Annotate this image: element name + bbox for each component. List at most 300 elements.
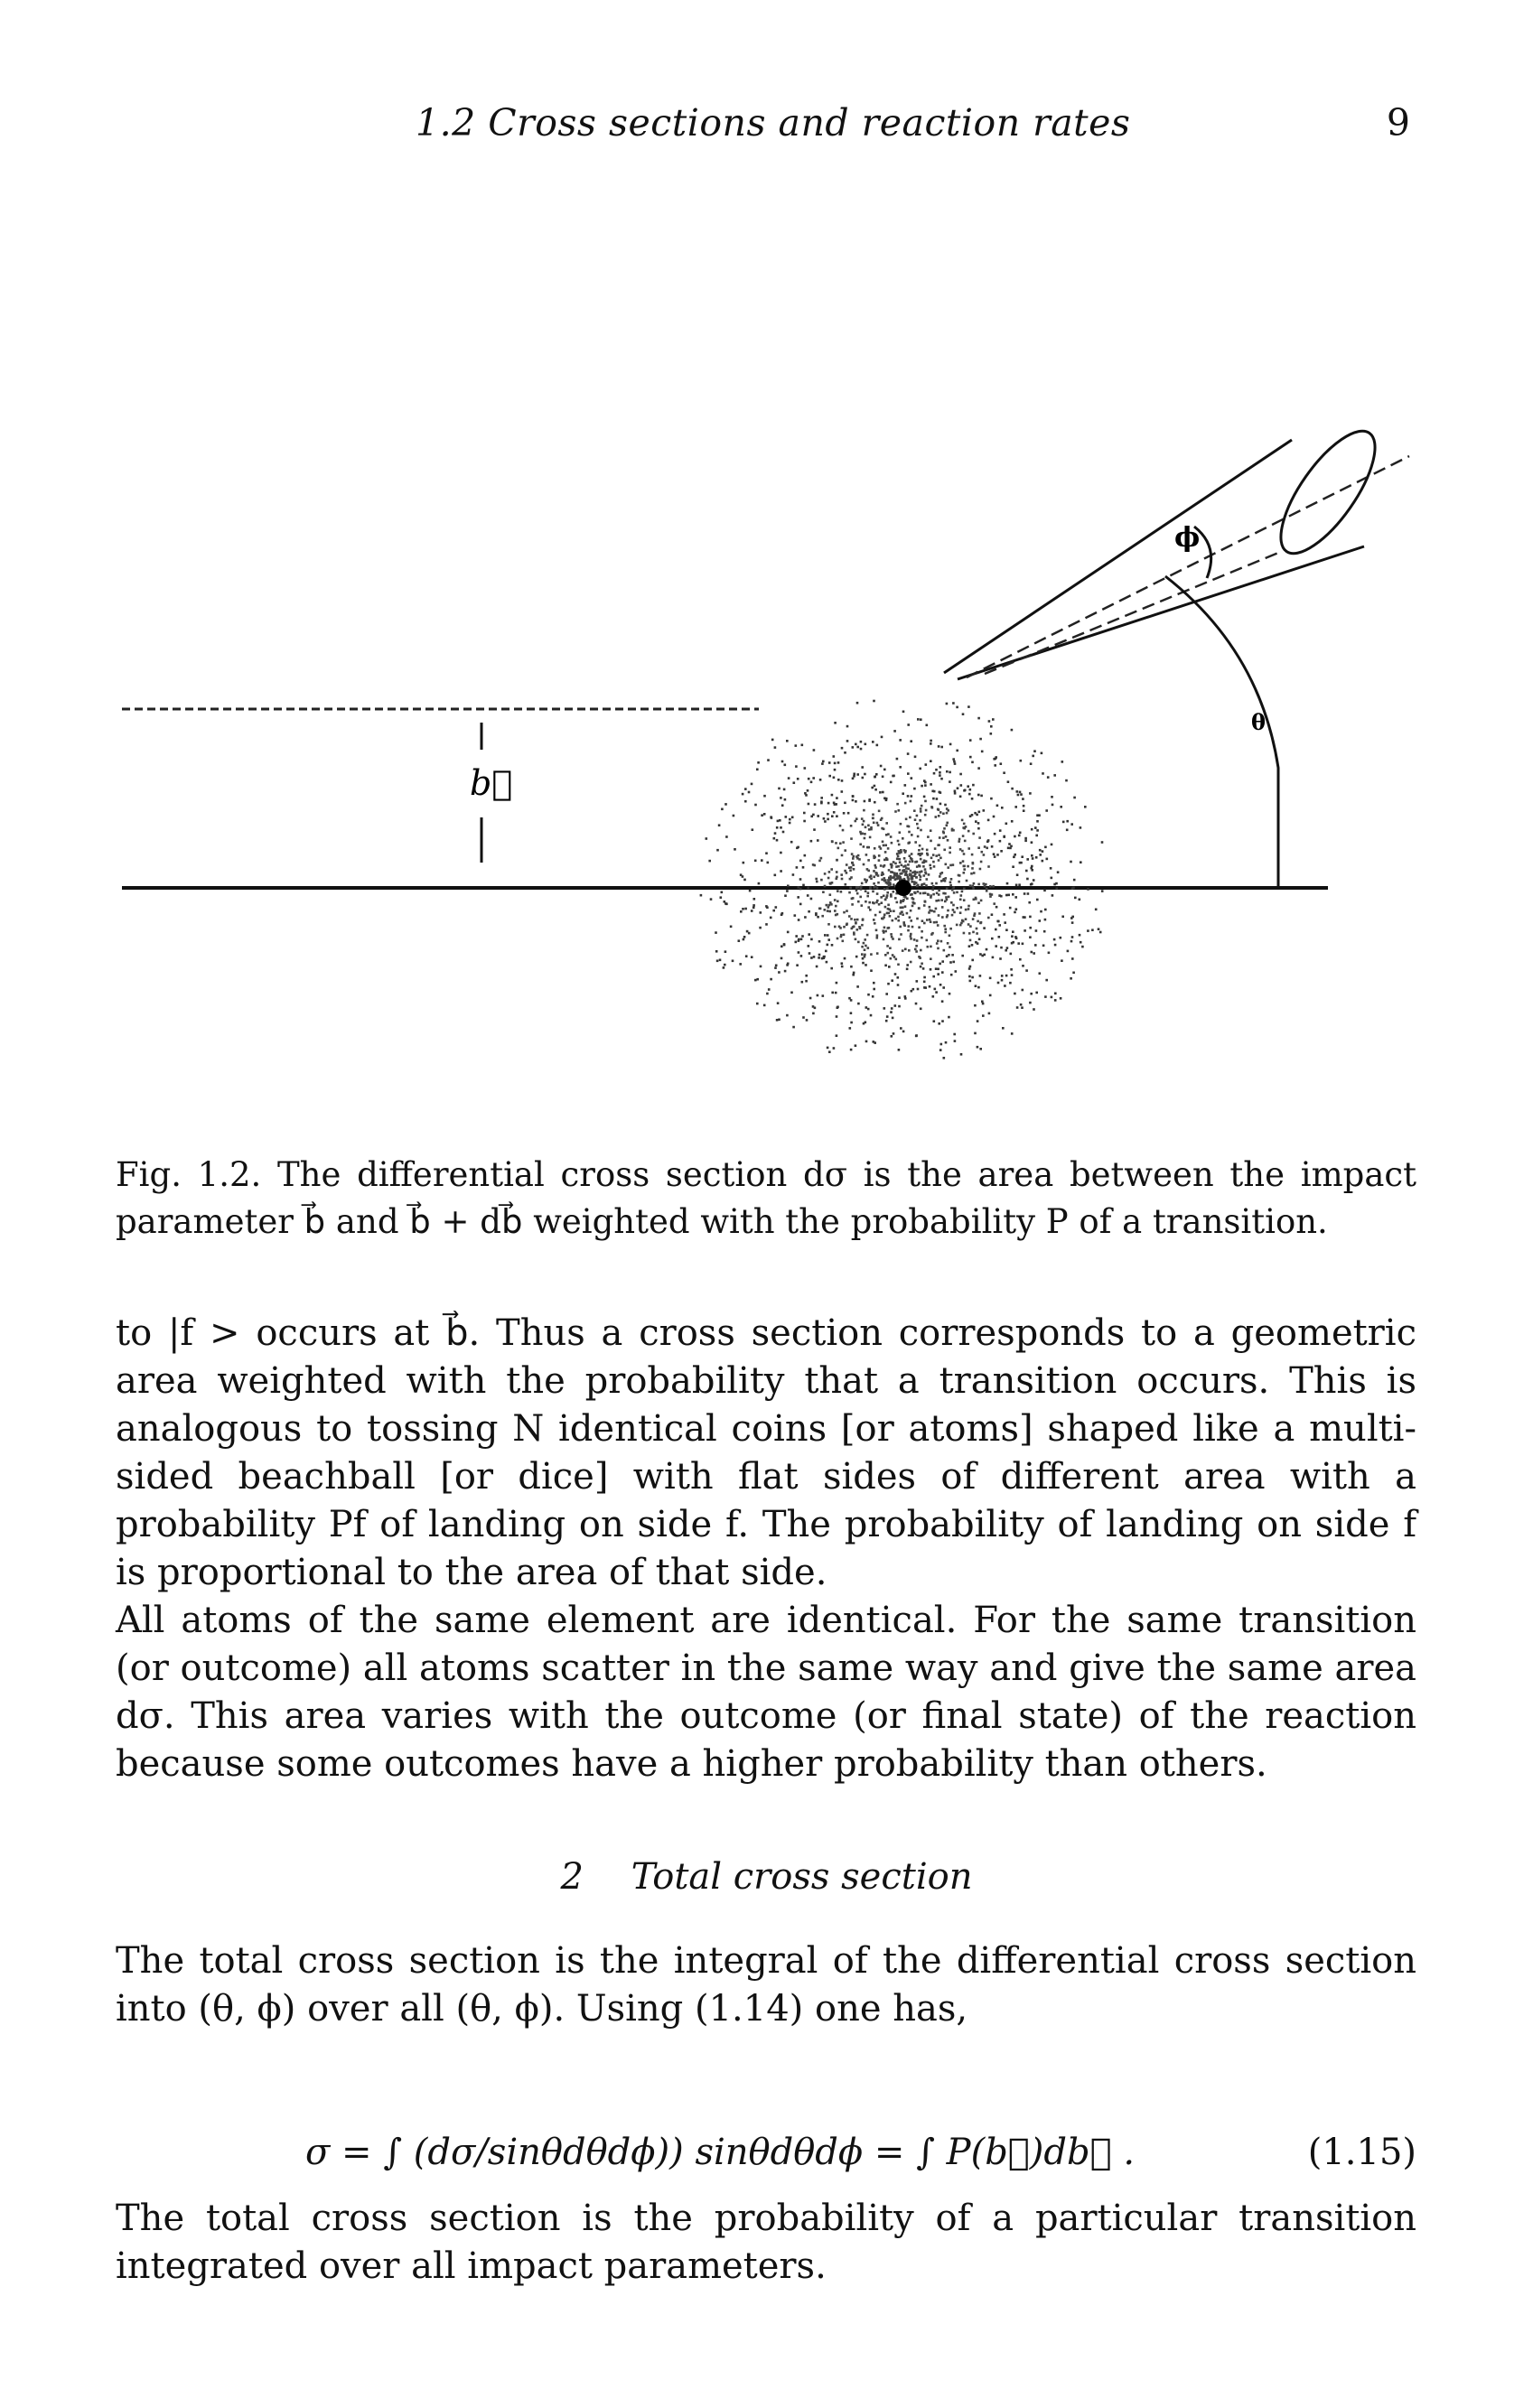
cloud-dot xyxy=(983,927,986,929)
cloud-dot xyxy=(979,922,982,925)
cloud-dot xyxy=(987,865,990,868)
cloud-dot xyxy=(752,904,755,907)
cloud-dot xyxy=(923,861,926,863)
cloud-dot xyxy=(915,945,918,947)
cloud-dot xyxy=(1016,790,1019,793)
cloud-dot xyxy=(896,878,899,881)
cloud-dot xyxy=(979,953,982,956)
cloud-dot xyxy=(977,827,980,830)
cloud-dot xyxy=(861,924,864,927)
cloud-dot xyxy=(1034,826,1037,829)
cloud-dot xyxy=(864,954,866,957)
cloud-dot xyxy=(855,817,858,820)
cloud-dot xyxy=(902,837,904,840)
cloud-dot xyxy=(1023,809,1025,812)
cloud-dot xyxy=(1033,879,1035,882)
cloud-dot xyxy=(775,906,778,909)
cloud-dot xyxy=(855,938,857,941)
cloud-dot xyxy=(861,953,864,956)
cloud-dot xyxy=(941,1000,944,1003)
cloud-dot xyxy=(872,814,874,817)
cloud-dot xyxy=(929,864,931,867)
section-number: 2 xyxy=(560,1856,584,1898)
cloud-dot xyxy=(777,820,780,823)
cloud-dot xyxy=(897,919,900,922)
cloud-dot xyxy=(1053,883,1056,886)
cloud-dot xyxy=(828,904,831,907)
cloud-dot xyxy=(1024,837,1027,840)
cloud-dot xyxy=(941,872,944,874)
cloud-dot xyxy=(1031,854,1033,857)
cloud-dot xyxy=(890,957,893,960)
cloud-dot xyxy=(944,928,947,930)
cloud-dot xyxy=(781,804,784,807)
cloud-dot xyxy=(1014,835,1016,838)
cloud-dot xyxy=(897,840,900,843)
figure-caption: Fig. 1.2. The differential cross section dσ is the area between the impact parameter b⃗ and b⃗ + db⃗ weighted with the probability P of a transition. xyxy=(116,1155,1416,1241)
cloud-dot xyxy=(939,963,941,966)
cloud-dot xyxy=(1035,929,1038,932)
cloud-dot xyxy=(910,870,912,873)
cloud-dot xyxy=(914,948,917,951)
cloud-dot xyxy=(799,888,802,891)
cloud-dot xyxy=(910,919,912,922)
cloud-dot xyxy=(763,813,766,816)
cloud-dot xyxy=(958,881,960,883)
cloud-dot xyxy=(900,1027,902,1030)
cloud-dot xyxy=(932,854,935,856)
cloud-dot xyxy=(754,860,757,863)
cloud-dot xyxy=(758,882,761,885)
cloud-dot xyxy=(920,807,922,810)
cloud-dot xyxy=(807,887,809,890)
cloud-dot xyxy=(852,778,855,780)
cloud-dot xyxy=(978,938,981,941)
cloud-dot xyxy=(860,741,863,743)
cloud-dot xyxy=(891,864,893,867)
equation-expression: σ = ∫ (dσ/sinθdθdϕ)) sinθdθdϕ = ∫ P(b⃗)db⃗ . xyxy=(305,2132,1136,2173)
cloud-dot xyxy=(817,916,819,919)
cloud-dot xyxy=(820,879,823,882)
cloud-dot xyxy=(930,910,933,912)
cloud-dot xyxy=(785,816,788,818)
cloud-dot xyxy=(861,766,864,769)
cloud-dot xyxy=(851,898,854,901)
cloud-dot xyxy=(818,860,821,863)
cloud-dot xyxy=(857,901,860,903)
cloud-dot xyxy=(841,747,844,750)
cloud-dot xyxy=(856,919,859,921)
cloud-dot xyxy=(884,930,887,933)
cloud-dot xyxy=(897,916,900,919)
cloud-dot xyxy=(946,770,949,773)
cloud-dot xyxy=(810,898,813,901)
cloud-dot xyxy=(930,829,932,832)
cloud-dot xyxy=(857,1003,860,1005)
cloud-dot xyxy=(865,1022,867,1024)
cloud-dot xyxy=(910,933,912,936)
cloud-dot xyxy=(1042,772,1044,775)
cloud-dot xyxy=(898,844,901,846)
cloud-dot xyxy=(932,995,935,998)
cloud-dot xyxy=(894,810,897,813)
cloud-dot xyxy=(861,882,864,885)
cloud-dot xyxy=(1009,982,1012,985)
cloud-dot xyxy=(836,797,838,799)
cloud-dot xyxy=(865,1041,868,1043)
cloud-dot xyxy=(855,886,858,889)
section-heading xyxy=(0,1856,1533,1898)
cloud-dot xyxy=(876,892,879,895)
cloud-dot xyxy=(1014,911,1016,914)
cloud-dot xyxy=(998,936,1001,938)
cloud-dot xyxy=(933,921,936,924)
cloud-dot xyxy=(868,901,871,904)
cloud-dot xyxy=(874,847,876,850)
cloud-dot xyxy=(856,773,859,776)
cloud-dot xyxy=(909,861,911,863)
cloud-dot xyxy=(846,910,848,912)
cloud-dot xyxy=(931,889,934,891)
cloud-dot xyxy=(909,854,911,857)
cloud-dot xyxy=(1011,935,1014,938)
cloud-dot xyxy=(790,841,793,844)
cloud-dot xyxy=(971,976,974,979)
cloud-dot xyxy=(973,872,976,874)
cloud-dot xyxy=(797,846,799,849)
cloud-dot xyxy=(923,882,926,885)
cloud-dot xyxy=(874,789,877,791)
cloud-dot xyxy=(938,844,940,846)
cloud-dot xyxy=(813,864,816,867)
cloud-dot xyxy=(904,802,907,805)
cloud-dot xyxy=(829,901,832,904)
cloud-dot xyxy=(949,852,951,854)
cloud-dot xyxy=(766,993,769,995)
cloud-dot xyxy=(742,908,744,910)
cloud-dot xyxy=(894,1004,897,1007)
cloud-dot xyxy=(936,942,939,945)
cloud-dot xyxy=(940,746,943,749)
cloud-dot xyxy=(778,788,781,790)
cloud-dot xyxy=(944,901,947,903)
cloud-dot xyxy=(856,702,859,705)
cloud-dot xyxy=(932,885,935,888)
cloud-dot xyxy=(986,847,988,850)
cloud-dot xyxy=(893,861,895,863)
cloud-dot xyxy=(902,1031,905,1033)
cloud-dot xyxy=(939,1049,942,1051)
cloud-dot xyxy=(893,775,895,778)
cloud-dot xyxy=(978,836,981,839)
cloud-dot xyxy=(907,863,910,866)
cloud-dot xyxy=(979,975,982,977)
cloud-dot xyxy=(911,875,914,878)
cloud-dot xyxy=(852,795,855,798)
cloud-dot xyxy=(802,866,805,869)
cloud-dot xyxy=(813,956,816,958)
cloud-dot xyxy=(946,812,949,815)
cloud-dot xyxy=(768,988,771,991)
cloud-dot xyxy=(967,865,969,868)
cloud-dot xyxy=(969,966,972,968)
cloud-dot xyxy=(836,1015,838,1018)
cloud-dot xyxy=(843,812,846,815)
cloud-dot xyxy=(1028,901,1031,904)
cloud-dot xyxy=(835,842,837,845)
cloud-dot xyxy=(887,912,890,915)
cloud-dot xyxy=(813,828,816,831)
cloud-dot xyxy=(868,799,871,802)
cloud-dot xyxy=(909,916,911,919)
cloud-dot xyxy=(739,963,742,966)
cloud-dot xyxy=(975,985,977,987)
cloud-dot xyxy=(932,893,935,896)
cloud-dot xyxy=(1000,762,1003,765)
cloud-dot xyxy=(857,941,860,944)
cloud-dot xyxy=(902,792,904,795)
cloud-dot xyxy=(831,840,834,843)
cloud-dot xyxy=(784,798,787,801)
cloud-dot xyxy=(1073,797,1076,799)
cloud-dot xyxy=(962,713,965,715)
cloud-dot xyxy=(879,911,882,914)
cloud-dot xyxy=(1022,989,1024,992)
cloud-dot xyxy=(940,940,943,943)
cloud-dot xyxy=(898,809,901,812)
cloud-dot xyxy=(1005,929,1008,931)
cloud-dot xyxy=(916,918,919,920)
cloud-dot xyxy=(837,847,840,850)
cloud-dot xyxy=(815,878,818,881)
cloud-dot xyxy=(976,814,978,817)
phi-label: ϕ xyxy=(1174,522,1201,554)
cloud-dot xyxy=(886,891,889,894)
cloud-dot xyxy=(952,886,955,889)
cloud-dot xyxy=(869,876,872,879)
cloud-dot xyxy=(841,790,844,793)
cloud-dot xyxy=(733,815,735,817)
cloud-dot xyxy=(1026,858,1029,861)
cloud-dot xyxy=(810,938,813,941)
cloud-dot xyxy=(961,891,964,893)
cloud-dot xyxy=(908,831,911,834)
cloud-dot xyxy=(767,862,770,864)
cloud-dot xyxy=(772,910,775,912)
cloud-dot xyxy=(873,1041,875,1043)
cloud-dot xyxy=(904,860,907,863)
cloud-dot xyxy=(925,873,928,875)
cloud-dot xyxy=(977,901,980,904)
cloud-dot xyxy=(924,814,927,817)
cloud-dot xyxy=(916,815,919,817)
cloud-dot xyxy=(946,955,949,957)
cloud-dot xyxy=(935,900,938,902)
cloud-dot xyxy=(1044,919,1047,921)
cloud-dot xyxy=(799,878,802,881)
cloud-dot xyxy=(799,860,802,863)
cloud-dot xyxy=(939,857,942,860)
cloud-dot xyxy=(790,992,793,994)
cloud-dot xyxy=(784,894,787,897)
cloud-dot xyxy=(908,949,911,952)
cloud-dot xyxy=(968,967,971,970)
cloud-dot xyxy=(969,980,972,983)
cloud-dot xyxy=(921,805,923,807)
cloud-dot xyxy=(959,848,962,851)
cloud-dot xyxy=(1061,761,1064,763)
cloud-dot xyxy=(862,957,865,960)
cloud-dot xyxy=(872,741,874,743)
cloud-dot xyxy=(938,914,940,917)
cloud-dot xyxy=(981,751,984,753)
cloud-dot xyxy=(951,828,954,831)
cloud-dot xyxy=(788,777,790,779)
cloud-dot xyxy=(1011,942,1014,945)
cloud-dot xyxy=(888,909,891,911)
cloud-dot xyxy=(820,797,823,799)
cloud-dot xyxy=(867,891,870,894)
cloud-dot xyxy=(804,854,807,857)
cloud-dot xyxy=(855,922,857,925)
cloud-dot xyxy=(1054,999,1057,1002)
cloud-dot xyxy=(936,921,939,924)
cloud-dot xyxy=(884,845,887,847)
cloud-dot xyxy=(748,791,751,794)
cloud-dot xyxy=(825,950,827,953)
cloud-dot xyxy=(999,829,1002,832)
cloud-dot xyxy=(916,980,919,983)
cloud-dot xyxy=(959,862,962,864)
cloud-dot xyxy=(757,761,760,764)
cloud-dot xyxy=(903,857,906,860)
cloud-dot xyxy=(873,854,875,857)
cloud-dot xyxy=(940,778,943,780)
cloud-dot xyxy=(969,756,972,759)
cloud-dot xyxy=(894,918,897,920)
cloud-dot xyxy=(834,910,837,912)
cloud-dot xyxy=(1050,867,1052,870)
cloud-dot xyxy=(860,748,863,751)
cloud-dot xyxy=(1024,840,1027,843)
cloud-dot xyxy=(883,877,886,880)
cloud-dot xyxy=(770,816,772,818)
cloud-dot xyxy=(940,1043,943,1046)
theta-label: θ xyxy=(1251,709,1267,735)
cloud-dot xyxy=(967,905,970,908)
cloud-dot xyxy=(840,934,843,937)
cloud-dot xyxy=(827,938,830,941)
cloud-dot xyxy=(995,929,997,931)
cloud-dot xyxy=(833,1047,836,1050)
cloud-dot xyxy=(911,893,913,896)
cloud-dot xyxy=(910,740,912,742)
cloud-dot xyxy=(1030,762,1033,765)
cloud-dot xyxy=(930,760,932,762)
cloud-dot xyxy=(943,827,946,830)
cloud-dot xyxy=(783,944,786,947)
cloud-dot xyxy=(879,791,882,794)
cloud-dot xyxy=(972,931,975,934)
cloud-dot xyxy=(1071,957,1074,960)
cloud-dot xyxy=(947,839,949,842)
cloud-dot xyxy=(911,905,914,908)
cloud-dot xyxy=(920,810,922,813)
cloud-dot xyxy=(1039,919,1042,922)
cloud-dot xyxy=(716,960,719,963)
cloud-dot xyxy=(724,803,727,806)
cloud-dot xyxy=(890,781,893,784)
cloud-dot xyxy=(924,901,927,903)
cloud-dot xyxy=(787,885,790,888)
cloud-dot xyxy=(809,952,811,955)
cloud-dot xyxy=(761,859,763,862)
cloud-dot xyxy=(848,915,851,918)
cloud-dot xyxy=(781,912,784,915)
cloud-dot xyxy=(843,926,846,929)
cloud-dot xyxy=(841,878,844,881)
cloud-dot xyxy=(913,809,916,812)
cloud-dot xyxy=(817,839,819,842)
cloud-dot xyxy=(1033,952,1035,955)
cloud-dot xyxy=(770,917,772,919)
cloud-dot xyxy=(839,825,842,827)
cloud-dot xyxy=(745,955,748,957)
cloud-dot xyxy=(844,802,846,805)
cloud-dot xyxy=(959,773,962,776)
cloud-dot xyxy=(850,825,853,827)
cloud-dot xyxy=(1080,861,1082,863)
cloud-dot xyxy=(1014,993,1016,995)
cloud-dot xyxy=(1019,832,1022,835)
cloud-dot xyxy=(1036,820,1039,823)
cloud-dot xyxy=(907,795,910,798)
cloud-dot xyxy=(969,939,972,942)
cloud-dot xyxy=(917,835,920,838)
cloud-dot xyxy=(786,740,789,742)
cloud-dot xyxy=(760,911,762,914)
cloud-dot xyxy=(821,915,824,918)
cloud-dot xyxy=(999,840,1002,843)
cloud-dot xyxy=(1047,776,1050,779)
cloud-dot xyxy=(859,844,862,846)
cloud-dot xyxy=(850,1049,853,1051)
cloud-dot xyxy=(765,852,768,854)
cloud-dot xyxy=(1061,916,1064,919)
cloud-dot xyxy=(827,818,829,821)
cloud-dot xyxy=(876,822,879,825)
cloud-dot xyxy=(954,762,957,765)
cone-opening xyxy=(1265,417,1392,566)
cloud-dot xyxy=(893,730,896,733)
cloud-dot xyxy=(884,954,887,957)
cloud-dot xyxy=(949,780,951,783)
cloud-dot xyxy=(740,910,743,913)
cloud-dot xyxy=(841,779,844,782)
cloud-dot xyxy=(945,835,948,838)
cloud-dot xyxy=(896,803,899,806)
cloud-dot xyxy=(784,970,787,973)
cloud-dot xyxy=(853,775,855,778)
cloud-dot xyxy=(963,899,966,901)
cloud-dot xyxy=(865,945,867,947)
cloud-dot xyxy=(949,993,951,995)
cloud-dot xyxy=(911,795,913,798)
cloud-dot xyxy=(813,749,816,751)
cloud-dot xyxy=(867,825,870,827)
cloud-dot xyxy=(851,853,854,855)
cloud-dot xyxy=(870,969,873,972)
